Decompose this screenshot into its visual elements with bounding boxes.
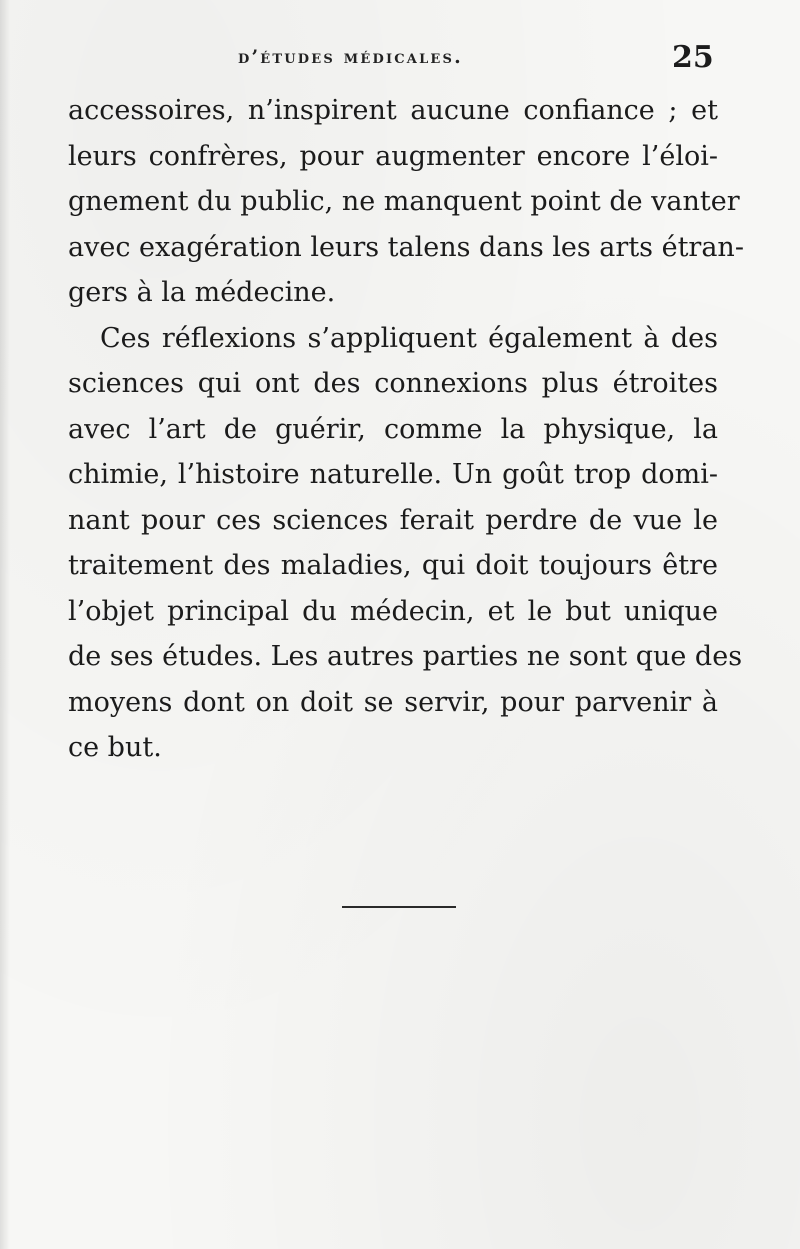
text-line: ce but.	[68, 732, 162, 763]
running-title: d’études médicales.	[238, 46, 463, 68]
paragraph-1	[68, 88, 744, 316]
paragraph-2	[68, 316, 743, 771]
text-line: avec l’art de guérir, comme la physique, la	[68, 413, 718, 445]
text-line: l’objet principal du médecin, et le but unique	[68, 595, 718, 627]
text-line: moyens dont on doit se servir, pour parvenir à	[68, 686, 718, 718]
text-line: de ses études. Les autres parties ne sont que des	[68, 641, 743, 672]
page-number: 25	[672, 40, 714, 75]
body-text	[68, 88, 744, 771]
running-head	[0, 40, 800, 80]
text-line: accessoires, n’inspirent aucune confiance ; et	[68, 95, 718, 126]
text-line: gers à la médecine.	[68, 277, 336, 308]
text-line: leurs confrères, pour augmenter encore l’éloi-	[68, 140, 718, 172]
text-line: traitement des maladies, qui doit toujours être	[68, 550, 718, 581]
text-line: Ces réflexions s’appliquent également à des	[100, 322, 718, 354]
text-line: avec exagération leurs talens dans les arts étran-	[68, 231, 744, 263]
text-line: sciences qui ont des connexions plus étroites	[68, 368, 718, 399]
section-divider-rule	[342, 906, 456, 908]
text-line: nant pour ces sciences ferait perdre de vue le	[68, 504, 718, 536]
text-line: chimie, l’histoire naturelle. Un goût trop domi-	[68, 459, 718, 490]
page-edge-shadow	[0, 0, 10, 1249]
text-line: gnement du public, ne manquent point de vanter	[68, 186, 740, 217]
